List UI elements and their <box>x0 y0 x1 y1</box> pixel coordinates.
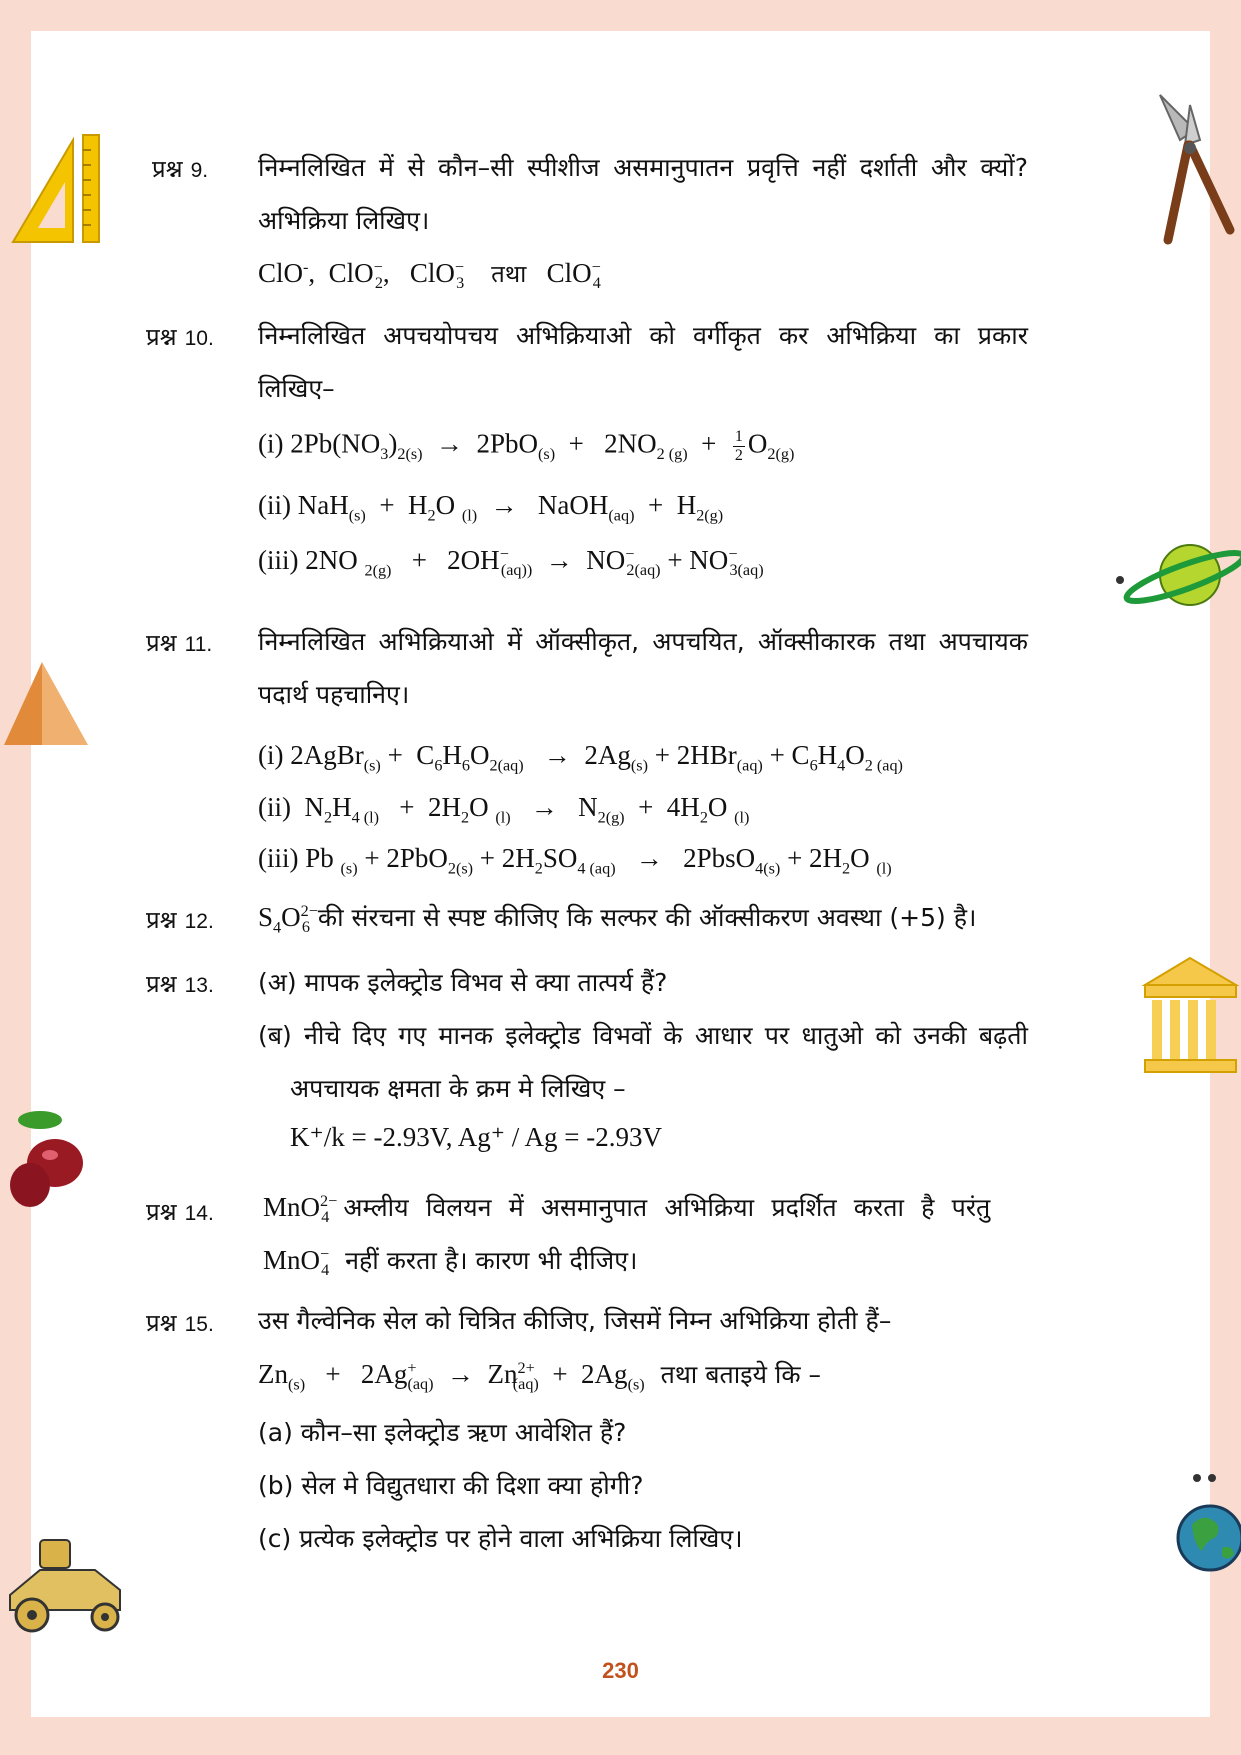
set-square-ruler-icon <box>8 130 103 245</box>
globe-icon <box>1172 1470 1241 1575</box>
word: विभवों <box>592 1021 652 1050</box>
word: और <box>930 153 967 182</box>
q11-reaction-ii: (ii) $N_2H_{4 (l)} + 2H_2O$ $_{(l)} \to N_{2(g)} + 4H_2O$ $_{(l)}$ <box>258 792 750 827</box>
q13-potentials: K⁺/k = -2.93V, Ag⁺ / Ag = -2.93V <box>290 1122 662 1152</box>
word: ऑक्सीकारक <box>757 627 876 656</box>
q10-reaction-i: (i) $2Pb(NO_3)_{2(s)} \to 2PbO_{(s)} + 2NO_{2 (g)}$ + $\frac{1}{2}$ $O_{2(g)}$ <box>258 428 795 464</box>
word: से <box>407 153 425 182</box>
planet-icon <box>1115 535 1241 615</box>
pyramid-icon <box>2 660 90 750</box>
word: दर्शाती <box>859 153 918 182</box>
word: निम्नलिखित <box>258 627 366 656</box>
q15-reaction: $Zn_{(s)} + 2Ag^+_{(aq)} \to Zn^{2+}_{(aq)} + 2Ag_{(s)}$ तथा बताइये कि – <box>258 1359 822 1394</box>
word: गए <box>398 1021 427 1050</box>
word: कर <box>778 321 809 350</box>
q10-reaction-ii: (ii) $NaH_{(s)} + H_2O$ $_{(l)}$ → NaOH$_{(aq)}$ + $H_{2(g)}$ <box>258 490 724 525</box>
q11-reaction-iii: (iii) Pb $_{(s)} + 2PbO_{2(s)} + 2H_2SO_{4 (aq)}$ → 2PbsO$_{4(s)}$ + $2H_2O$ $_{(l)}$ <box>258 843 892 878</box>
word: नहीं <box>812 153 847 182</box>
word: के <box>663 1021 683 1050</box>
q15-part-b: (b) सेल मे विद्युतधारा की दिशा क्या होगी? <box>258 1471 644 1500</box>
q14-line2: MnO−$_4$ नहीं करता है। कारण भी दीजिए। <box>263 1245 638 1280</box>
word: अभिक्रियाओ <box>378 627 494 656</box>
q11-reaction-i: (i) 2AgBr$_{(s)}$ + $C_6H_6O_{2(aq)} \to 2Ag_{(s)} + 2HBr_{(aq)} + C_6H_4O_{2 (aq)}$ <box>258 740 903 775</box>
q13-part-a: (अ) मापक इलेक्ट्रोड विभव से क्या तात्पर्य हैं? <box>258 968 668 997</box>
word: विलयन <box>425 1193 492 1222</box>
q12-label: प्रश्न 12. <box>146 906 214 934</box>
q13-part-b-line1 <box>258 1018 1028 1052</box>
word: प्रदर्शित <box>771 1193 837 1222</box>
word: आधार <box>694 1021 753 1050</box>
word: अपचयित, <box>652 627 745 656</box>
word: अभिक्रिया <box>664 1193 755 1222</box>
q12-text: $S_4O^{2-}_6$ की संरचना से स्पष्ट कीजिए कि सल्फर की ऑक्सीकरण अवस्था (+5) है। <box>258 902 977 937</box>
word: परंतु <box>951 1193 991 1222</box>
q9-line2: अभिक्रिया लिखिए। <box>258 206 430 235</box>
garden-shears-icon <box>1150 90 1240 250</box>
page-number: 230 <box>602 1658 639 1683</box>
q13-label: प्रश्न 13. <box>146 970 214 998</box>
word: दिए <box>352 1021 387 1050</box>
word: अम्लीय <box>343 1193 409 1222</box>
q10-line1 <box>258 318 1028 352</box>
q15-part-c: (c) प्रत्येक इलेक्ट्रोड पर होने वाला अभिक्रिया लिखिए। <box>258 1524 743 1553</box>
q15-label: प्रश्न 15. <box>146 1309 214 1337</box>
q13-part-b-line2: अपचायक क्षमता के क्रम मे लिखिए – <box>290 1074 626 1103</box>
word: उनकी <box>913 1021 967 1050</box>
word: नीचे <box>304 1021 341 1050</box>
word: अपचायक <box>938 627 1028 656</box>
word: निम्नलिखित <box>258 153 366 182</box>
word: अभिक्रियाओ <box>515 321 632 350</box>
word: करता <box>853 1193 904 1222</box>
q14-line1: MnO$^{2-}_4$ अम्लीय विलयन में असमानुपात अभिक्रिया प्रदर्शित करता है परंतु <box>263 1191 991 1226</box>
q10-reaction-iii: (iii) 2NO $_{2(g)} + 2OH^-_{(aq))} \to NO^-_{2(aq)} + NO^-_{3(aq)}$ <box>258 545 764 580</box>
word: को <box>875 1021 902 1050</box>
q11-line1 <box>258 624 1028 658</box>
word: अपचयोपचय <box>383 321 498 350</box>
word: तथा <box>888 627 926 656</box>
q9-line1 <box>258 150 1028 184</box>
q11-line2: पदार्थ पहचानिए। <box>258 680 410 709</box>
word: है <box>921 1193 935 1222</box>
q11-label: प्रश्न 11. <box>146 629 213 657</box>
q9-label: प्रश्न 9. <box>152 155 209 183</box>
word: मानक <box>438 1021 494 1050</box>
cherries-icon <box>5 1105 90 1210</box>
word: को <box>649 321 676 350</box>
word: में <box>507 627 523 656</box>
q9-species: ClO-, ClO−$_2$, ClO−$_3$ तथा ClO−$_4$ <box>258 258 601 293</box>
page-sheet <box>31 31 1210 1717</box>
word: बढ़ती <box>978 1021 1028 1050</box>
word: में <box>508 1193 524 1222</box>
word: निम्नलिखित <box>258 321 366 350</box>
word: क्यों? <box>980 153 1028 182</box>
word: अभिक्रिया <box>826 321 917 350</box>
word: असमानुपातन <box>613 153 734 182</box>
word: प्रकार <box>977 321 1028 350</box>
word: में <box>378 153 394 182</box>
word: (ब) <box>258 1021 292 1050</box>
q14-label: प्रश्न 14. <box>146 1198 214 1226</box>
q15-line1: उस गैल्वेनिक सेल को चित्रित कीजिए, जिसमें निम्न अभिक्रिया होती हैं– <box>258 1306 892 1335</box>
q10-line2: लिखिए– <box>258 374 335 403</box>
word: पर <box>764 1021 790 1050</box>
word: कौन–सी <box>438 153 514 182</box>
word: स्पीशीज <box>527 153 600 182</box>
word: धातुओ <box>801 1021 864 1050</box>
word: वर्गीकृत <box>693 321 761 350</box>
word: का <box>934 321 960 350</box>
q10-label: प्रश्न 10. <box>146 323 214 351</box>
q15-part-a: (a) कौन–सा इलेक्ट्रोड ऋण आवेशित हैं? <box>258 1418 627 1447</box>
word: असमानुपात <box>540 1193 648 1222</box>
column-icon <box>1140 955 1241 1075</box>
word: इलेक्ट्रोड <box>505 1021 581 1050</box>
word: ऑक्सीकृत, <box>535 627 640 656</box>
word: प्रवृत्ति <box>746 153 799 182</box>
old-car-icon <box>0 1535 130 1645</box>
